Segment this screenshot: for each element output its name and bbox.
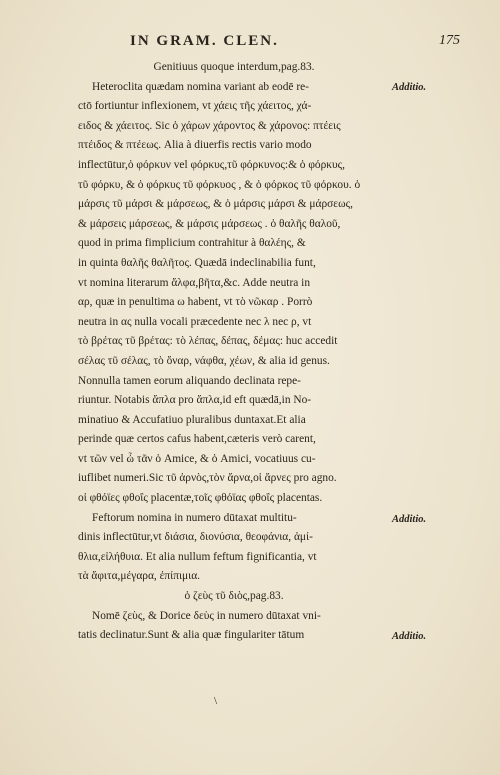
text-line: vt nomina literarum ἄλφα,βῆτα,&c. Adde neutra in — [78, 276, 311, 289]
text-line: Nonnulla tamen eorum aliquando declinata repe- — [78, 374, 301, 387]
margin-note: Additio. — [392, 514, 427, 525]
text-line: neutra in ας nulla vocali præcedente nec λ nec ρ, vt — [78, 315, 312, 328]
body-text — [78, 58, 390, 646]
page-header — [70, 33, 460, 53]
page-number: 175 — [439, 33, 460, 48]
text-line: perinde quæ certos cafus habent,cæteris verò carent, — [78, 433, 316, 446]
text-line: Nomē ζεὺς, & Dorice δεὺς in numero dūtaxat vni- — [92, 609, 321, 622]
text-line: ὁ ζεὺς τῦ διὸς,pag.83. — [184, 590, 284, 603]
bottom-mark: \ — [214, 695, 218, 707]
running-head: IN GRAM. CLEN. — [130, 33, 279, 49]
text-line: ctō fortiuntur inflexionem, vt χάεις τῆς χάειτος, χά- — [78, 100, 312, 113]
text-line: iuflibet numeri.Sic τῦ ἀρνὸς,τὸν ἄρνα,οἱ ἄρνες pro agno. — [78, 472, 337, 485]
text-line: θλια,εἰλήθυια. Et alia nullum feftum fignificantia, vt — [78, 550, 317, 563]
text-line: Feftorum nomina in numero dūtaxat multitu- — [92, 511, 297, 524]
margin-note: Additio. — [392, 631, 427, 642]
margin-note: Additio. — [392, 82, 427, 93]
text-line: minatiuo & Accufatiuo pluralibus duntaxat.Et alia — [78, 413, 306, 426]
text-line: οἱ φθόϊες φθοΐς placentæ,τοῖς φθόϊας φθοΐς placentas. — [78, 492, 323, 505]
text-line: dinis inflectūtur,vt διάσια, διονύσια, θεοφάνια, ἀμί- — [78, 531, 313, 544]
text-line: riuntur. Notabis ἄπλα pro ἅπλα,id eft quædā,in No- — [78, 394, 312, 407]
text-line: tatis declinatur.Sunt & alia quæ fingulariter tātum — [78, 629, 305, 642]
text-line: τῦ φόρκυ, & ὁ φόρκυς τῦ φόρκυος , & ὁ φόρκος τῦ φόρκου. ὁ — [78, 178, 361, 191]
text-line: τὸ βρέτας τῦ βρέτας: τὸ λέπας, δέπας, δέμας: huc accedit — [78, 335, 338, 348]
text-line: quod in prima fimplicium contrahitur à θαλέης, & — [78, 237, 306, 250]
text-line: σέλας τῦ σέλας, τὸ ὄναρ, νάφθα, χέων, & alia id genus. — [78, 354, 330, 367]
text-line: in quinta θαλῆς θαλῆτος. Quædā indeclinabilia funt, — [78, 256, 316, 269]
text-line: ειδος & χάειτος. Sic ὁ χάρων χάροντος & χάρονος: πτέεις — [78, 119, 341, 132]
text-line: πτέιδος & πτέεως. Alia à diuerfis rectis vario modo — [78, 139, 312, 152]
text-line: αρ, quæ in penultima ω habent, vt τὸ νῶκαρ . Porrò — [78, 296, 313, 309]
text-line: μάρσις τῦ μάρσι & μάρσεως, & ὁ μάρσις μάρσι & μάρσεως, — [78, 198, 353, 211]
text-line: & μάρσεις μάρσεως, & μάρσις μάρσεως . ὁ θαλῆς θαλοῦ, — [78, 217, 341, 230]
text-line: Genitiuus quoque interdum,pag.83. — [153, 61, 315, 73]
text-line: Heteroclita quædam nomina variant ab eodē re- — [92, 80, 309, 93]
text-line: inflectūtur,ὁ φόρκυν vel φόρκυς,τῦ φόρκυνος:& ὁ φόρκυς, — [78, 158, 346, 171]
text-line: τὰ ἄφιτα,μέγαρα, ἐπίπιμια. — [78, 570, 201, 583]
text-line: vt τῶν vel ὦ τᾶν ὁ Amice, & ὁ Amici, vocatiuus cu- — [78, 452, 316, 465]
